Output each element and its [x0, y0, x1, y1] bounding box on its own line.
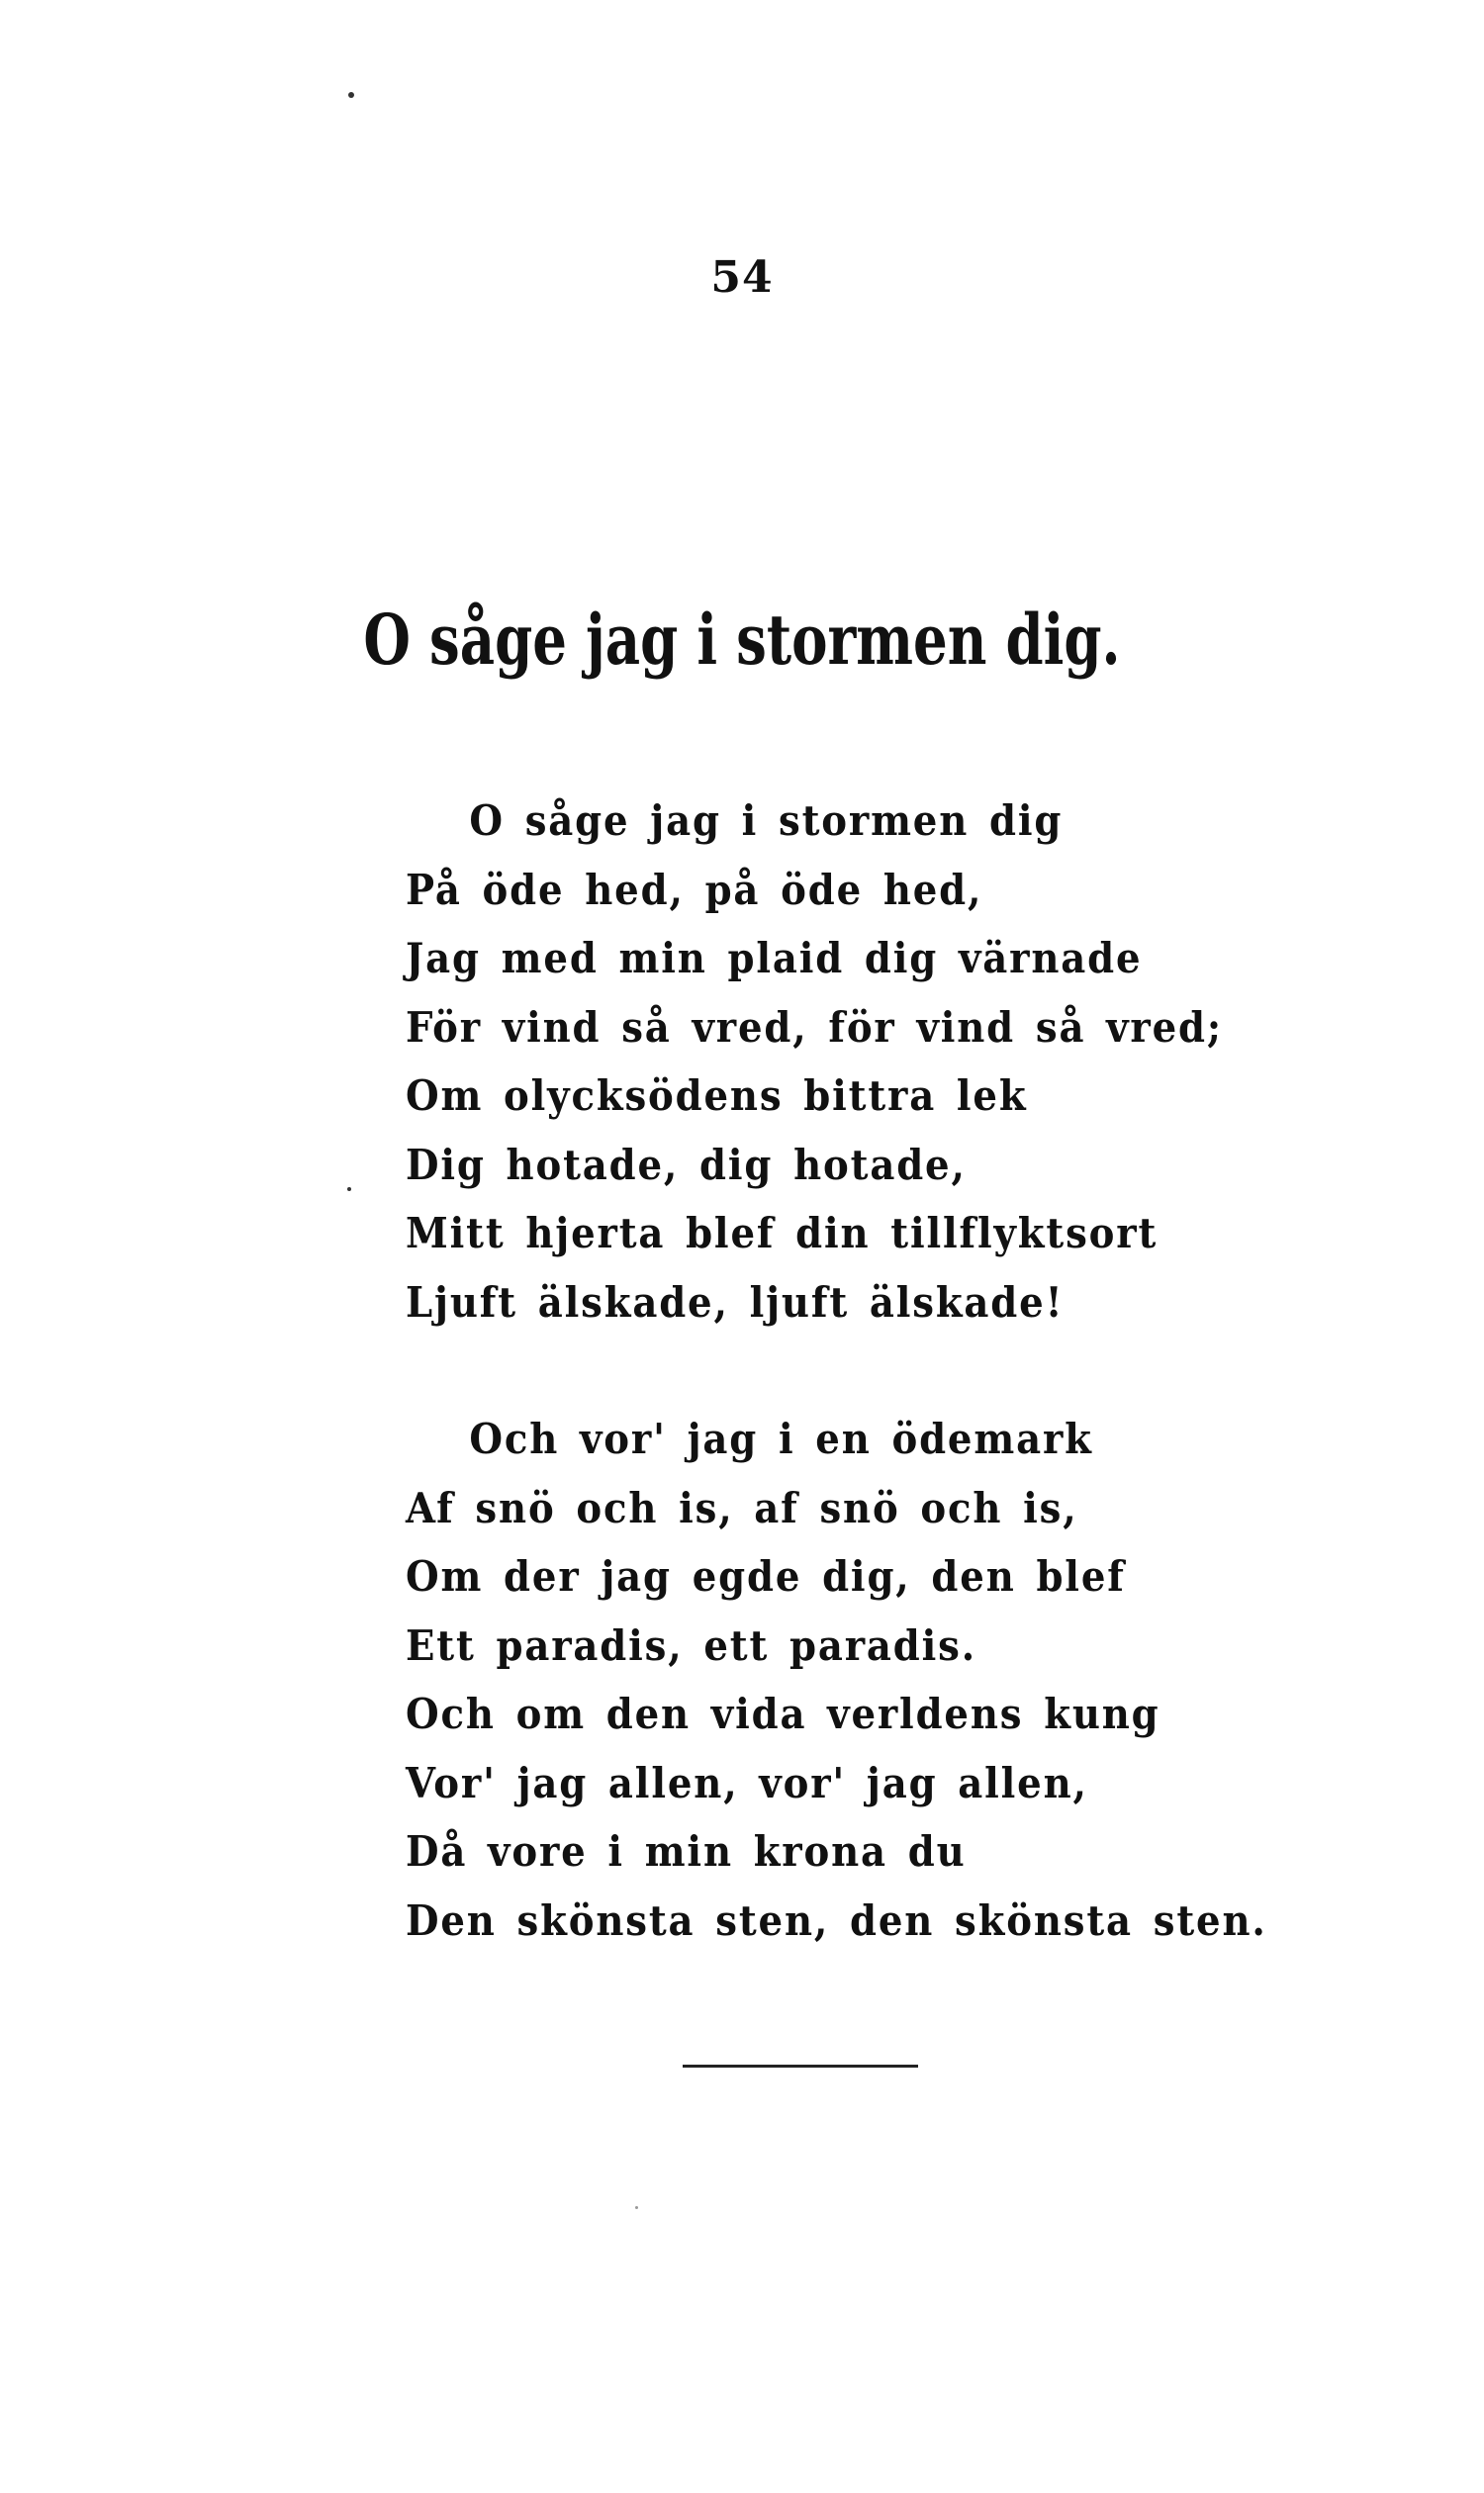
end-divider	[683, 2065, 918, 2068]
verse-line: Då vore i min krona du	[406, 1827, 967, 1876]
verse-line: Om der jag egde dig, den blef	[406, 1552, 1126, 1601]
verse-line: Dig hotade, dig hotade,	[406, 1140, 967, 1189]
verse-line: Mitt hjerta blef din tillflyktsort	[406, 1209, 1159, 1257]
print-speck	[348, 92, 354, 98]
verse-line: Den skönsta sten, den skönsta sten.	[406, 1895, 1267, 1945]
stanza-1	[406, 786, 1276, 1337]
verse-line: Och om den vida verldens kung	[406, 1690, 1160, 1738]
verse-line: Och vor' jag i en ödemark	[469, 1415, 1093, 1463]
verse-line: Ett paradis, ett paradis.	[406, 1620, 977, 1670]
verse-line: Af snö och is, af snö och is,	[406, 1483, 1078, 1532]
print-speck	[347, 1187, 351, 1191]
verse-line: Ljuft älskade, ljuft älskade!	[406, 1277, 1065, 1327]
verse-line: På öde hed, på öde hed,	[406, 865, 983, 914]
verse-line: Vor' jag allen, vor' jag allen,	[406, 1758, 1088, 1807]
print-speck	[635, 2206, 638, 2209]
poem-title: O såge jag i stormen dig.	[363, 599, 1121, 681]
page-number: 54	[710, 252, 774, 303]
verse-line: För vind så vred, för vind så vred;	[406, 1002, 1224, 1052]
verse-line: O såge jag i stormen dig	[469, 796, 1064, 845]
stanza-2	[406, 1405, 1276, 1955]
verse-line: Om olycksödens bittra lek	[406, 1071, 1028, 1120]
verse-line: Jag med min plaid dig värnade	[406, 934, 1143, 982]
